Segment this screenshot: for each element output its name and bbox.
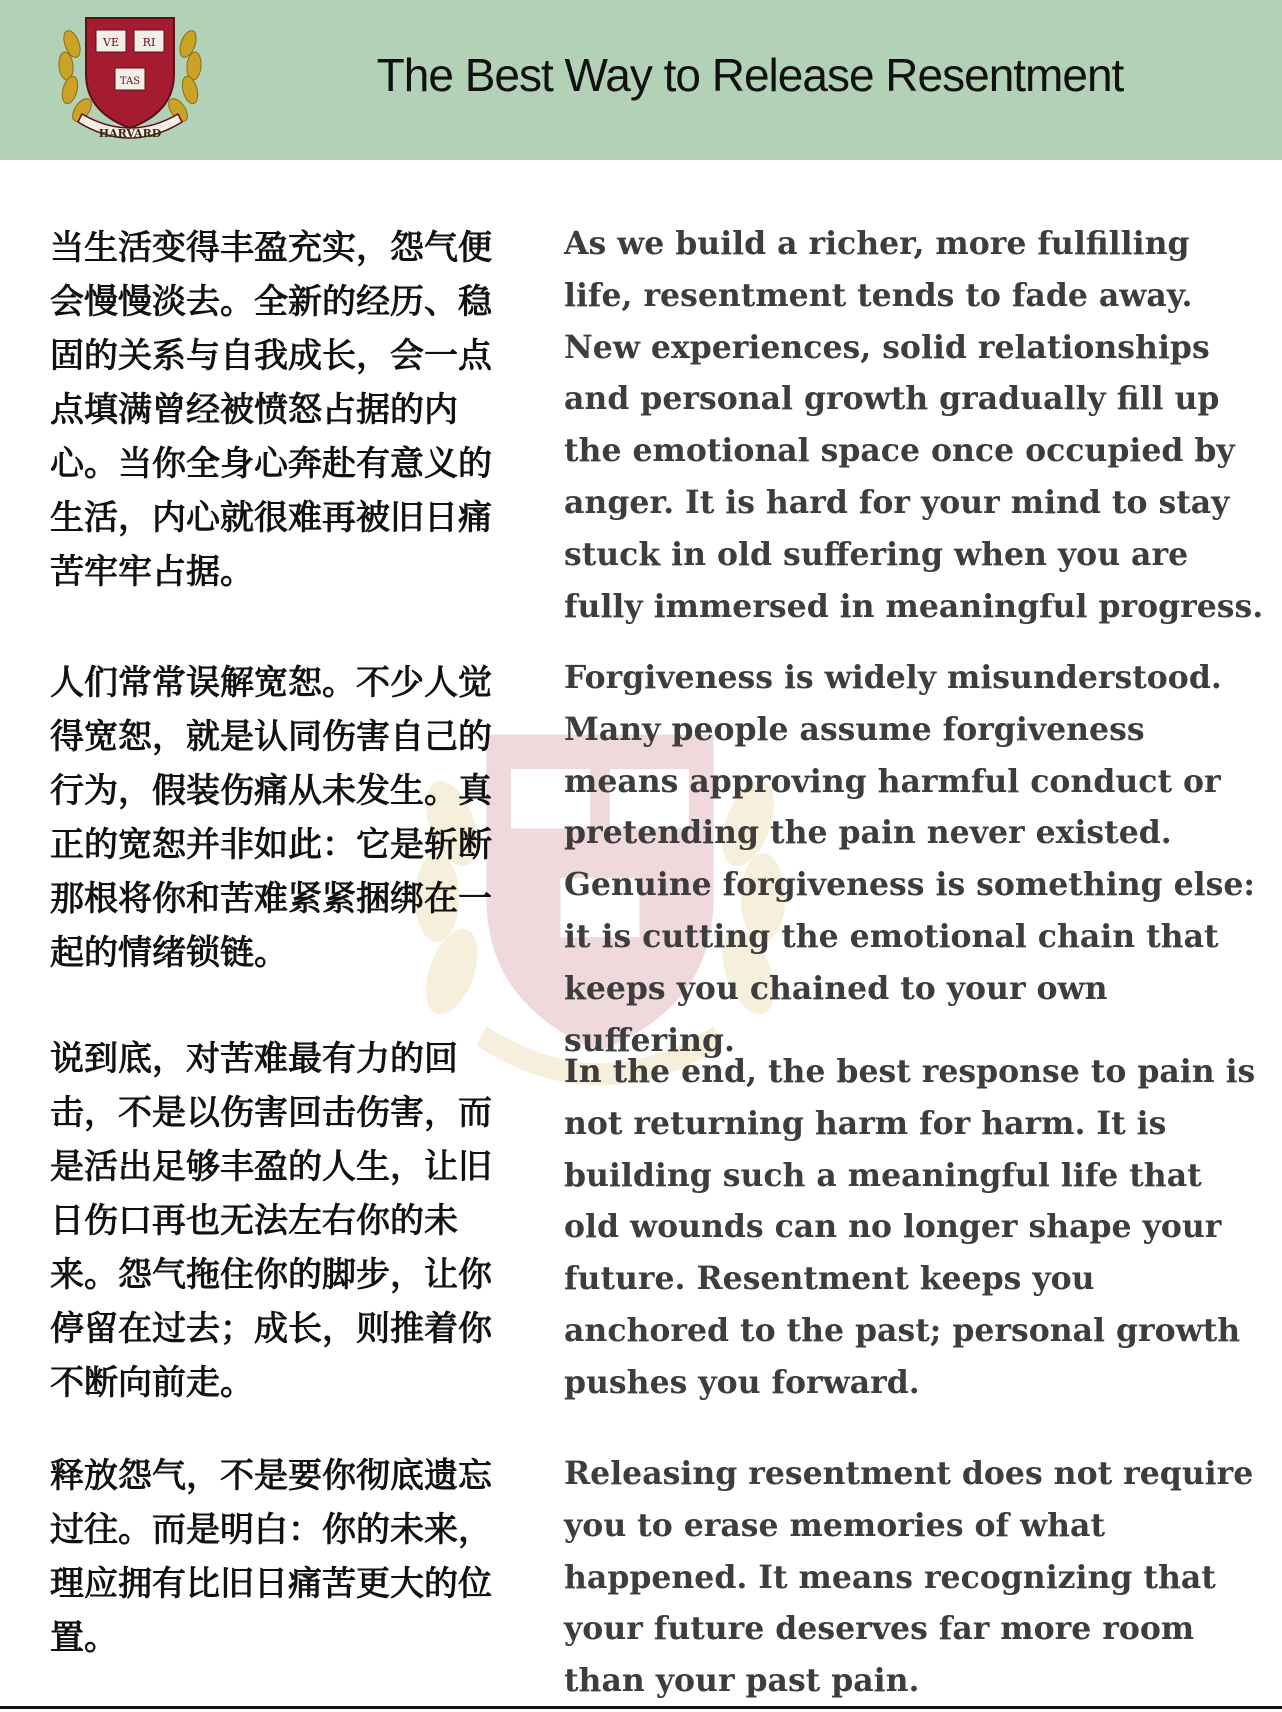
svg-text:VE: VE: [103, 36, 119, 49]
bottom-divider: [0, 1706, 1282, 1709]
paragraph-cn-1: 当生活变得丰盈充实，怨气便会慢慢淡去。全新的经历、稳固的关系与自我成长，会一点点填满曾经被愤怒占据的内心。当你全身心奔赴有意义的生活，内心就很难再被旧日痛苦牢牢占据。: [50, 228, 492, 592]
paragraph-en-1: As we build a richer, more fulfilling life, resentment tends to fade away. New experiences, solid relationships and personal growth gradually fill up the emotional space once occupied by anger. It is hard for your mind to stay stuck in old suffering when you are fully immersed in meaningful progress.: [564, 225, 1264, 625]
paragraph-cn-3: 说到底，对苦难最有力的回击，不是以伤害回击伤害，而是活出足够丰盈的人生，让旧日伤口再也无法左右你的未来。怨气拖住你的脚步，让你停留在过去；成长，则推着你不断向前走。: [50, 1039, 492, 1403]
svg-text:TAS: TAS: [119, 76, 141, 87]
paragraph-cn-4: 释放怨气，不是要你彻底遗忘过往。而是明白：你的未来，理应拥有比旧日痛苦更大的位置。: [50, 1456, 492, 1658]
svg-text:RI: RI: [142, 36, 156, 49]
paragraph-en-4: Releasing resentment does not require you to erase memories of what happened. It means recognizing that your future deserves far more room than your past pain.: [564, 1455, 1254, 1700]
svg-text:HARVARD: HARVARD: [98, 127, 162, 140]
paragraph-en-3: In the end, the best response to pain is not returning harm for harm. It is building such a meaningful life that old wounds can no longer shape your future. Resentment keeps you anchored to the past; personal growth pushes you forward.: [564, 1053, 1256, 1401]
paragraph-cn-2: 人们常常误解宽恕。不少人觉得宽恕，就是认同伤害自己的行为，假装伤痛从未发生。真正的宽恕并非如此：它是斩断那根将你和苦难紧紧捆绑在一起的情绪锁链。: [50, 663, 492, 973]
paragraph-en-2: Forgiveness is widely misunderstood. Many people assume forgiveness means approving harmful conduct or pretending the pain never existed. Genuine forgiveness is something else: it is cutting the emotional chain that keeps you chained to your own suffering.: [564, 659, 1256, 1059]
page-title: The Best Way to Release Resentment: [376, 49, 1124, 101]
